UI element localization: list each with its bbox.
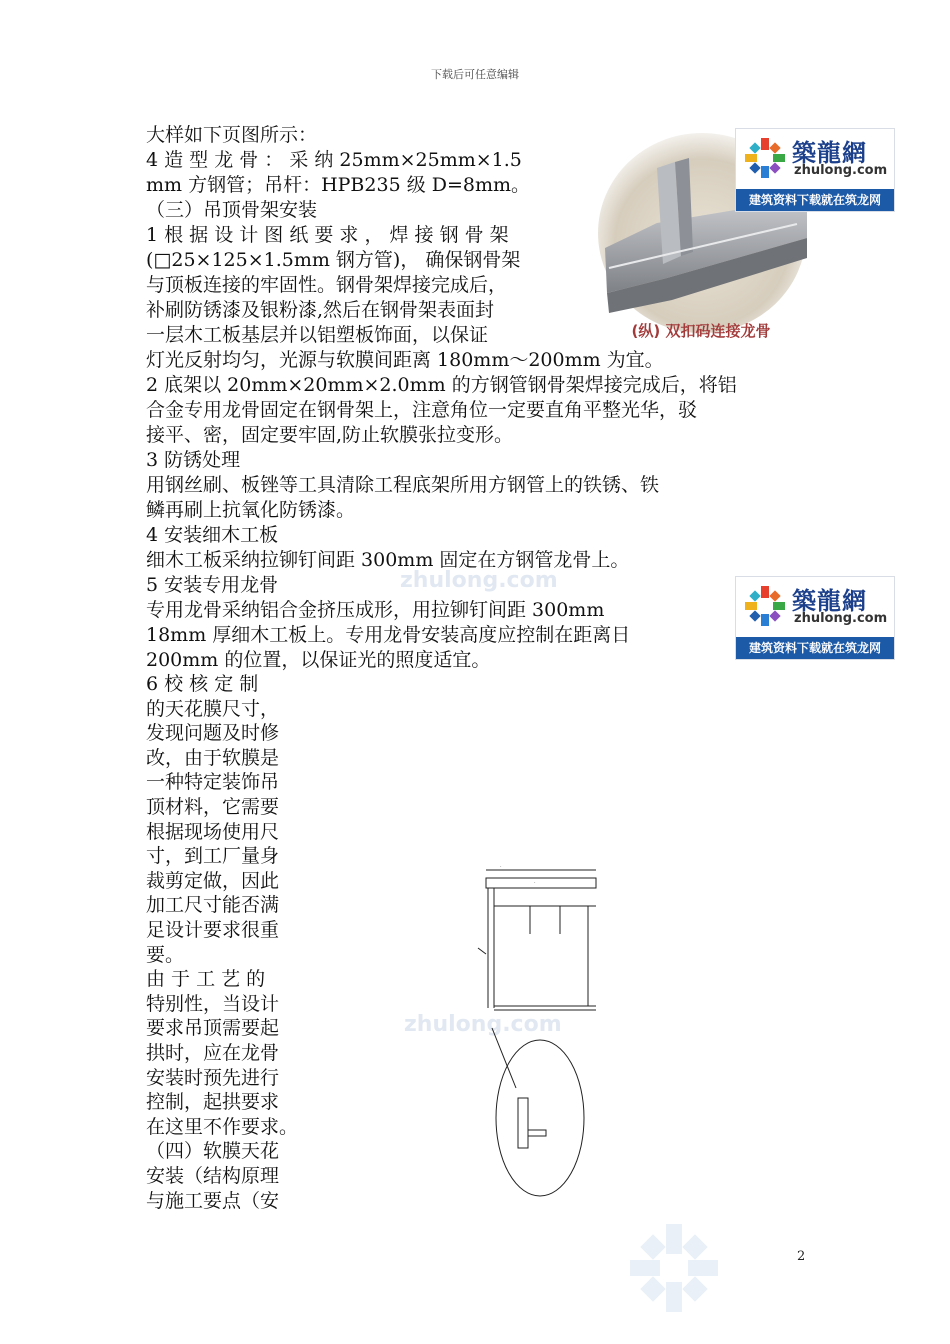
text-line: 200mm 的位置，以保证光的照度适宜。 <box>146 649 491 671</box>
text-line: 安装（结构原理 <box>146 1165 280 1187</box>
text-line: 4 安装细木工板 <box>146 524 279 546</box>
svg-text:·: · <box>500 864 502 870</box>
logo-site: zhulong.com <box>794 163 888 178</box>
text-line: （四）软膜天花 <box>146 1140 280 1163</box>
text-line: 控制，起拱要求 <box>146 1091 280 1114</box>
text-line: 18mm 厚细木工板上。专用龙骨安装高度应控制在距离日 <box>146 624 631 646</box>
text-line: 接平、密，固定要牢固,防止软膜张拉变形。 <box>146 424 514 446</box>
text-line: 6 校 核 定 制 <box>146 673 259 695</box>
text-line: 安装时预先进行 <box>146 1066 280 1089</box>
logo-site: zhulong.com <box>794 611 888 626</box>
text-line: 1 根 据 设 计 图 纸 要 求 ， 焊 接 钢 骨 架 <box>146 224 509 246</box>
ceiling-section-drawing <box>470 858 610 1200</box>
text-line: 改，由于软膜是 <box>146 746 280 769</box>
text-line: 3 防锈处理 <box>146 449 241 471</box>
text-line: 专用龙骨采纳铝合金挤压成形，用拉铆钉间距 300mm <box>146 599 605 621</box>
text-line: 用钢丝刷、板锉等工具清除工程底架所用方钢管上的铁锈、铁 <box>146 474 660 496</box>
svg-text:·: · <box>534 880 536 886</box>
logo-name: 築龍網 <box>792 138 867 167</box>
text-line: 根据现场使用尺 <box>146 820 280 843</box>
photo-caption: (纵) 双扣码连接龙骨 <box>631 322 771 340</box>
text-line: 一种特定装饰吊 <box>146 771 280 794</box>
text-line: 发现问题及时修 <box>146 722 280 745</box>
text-line: 在这里不作要求。 <box>146 1115 299 1138</box>
text-line: 裁剪定做，因此 <box>146 869 280 892</box>
logo-name: 築龍網 <box>792 586 867 615</box>
text-line: 与顶板连接的牢固性。钢骨架焊接完成后， <box>146 274 508 296</box>
snowflake-logo-icon <box>742 135 788 181</box>
snowflake-logo-icon <box>742 583 788 629</box>
text-line: 拱时，应在龙骨 <box>146 1042 280 1064</box>
page-header-note: 下载后可任意编辑 <box>431 68 519 81</box>
text-line: 由 于 工 艺 的 <box>146 968 266 991</box>
text-line: mm 方钢管；吊杆：HPB235 级 D=8mm。 <box>146 174 531 196</box>
text-line: 足设计要求很重 <box>146 919 280 941</box>
text-line: 鳞再刷上抗氧化防锈漆。 <box>146 499 356 521</box>
text-line: 要。 <box>146 943 185 966</box>
text-line: 加工尺寸能否满 <box>146 894 280 917</box>
text-line: 细木工板采纳拉铆钉间距 300mm 固定在方钢管龙骨上。 <box>146 549 630 571</box>
text-line: （三）吊顶骨架安装 <box>146 199 318 221</box>
text-line: 一层木工板基层并以铝塑板饰面，以保证 <box>146 324 489 346</box>
zhulong-logo-2 <box>735 576 895 660</box>
watermark: zhulong.com <box>404 1012 562 1037</box>
page-number: 2 <box>797 1249 806 1264</box>
logo-banner: 建筑资料下载就在筑龙网 <box>736 189 894 211</box>
zhulong-logo <box>735 128 895 212</box>
background-snowflake-icon <box>626 1220 722 1316</box>
text-line: 寸，到工厂量身 <box>146 845 280 868</box>
text-line: 与施工要点（安 <box>146 1189 280 1212</box>
text-line: 灯光反射均匀，光源与软膜间距离 180mm～200mm 为宜。 <box>146 349 664 371</box>
text-line: 大样如下页图所示： <box>146 124 318 146</box>
text-line: 合金专用龙骨固定在钢骨架上，注意角位一定要直角平整光华，驳 <box>146 399 698 421</box>
text-line: 2 底架以 20mm×20mm×2.0mm 的方钢管钢骨架焊接完成后，将铝 <box>146 374 737 396</box>
text-line: 5 安装专用龙骨 <box>146 574 279 596</box>
text-line: 的天花膜尺寸， <box>146 697 280 720</box>
text-line: 补刷防锈漆及银粉漆,然后在钢骨架表面封 <box>146 299 495 321</box>
text-line: 4 造 型 龙 骨 ： 采 纳 25mm×25mm×1.5 <box>146 149 522 171</box>
text-line: 要求吊顶需要起 <box>146 1017 280 1040</box>
text-line: (□25×125×1.5mm 钢方管)， 确保钢骨架 <box>146 249 521 271</box>
logo-banner: 建筑资料下载就在筑龙网 <box>736 637 894 659</box>
watermark: zhulong.com <box>400 568 558 593</box>
text-line: 顶材料，它需要 <box>146 796 280 818</box>
text-line: 特别性，当设计 <box>146 992 280 1015</box>
